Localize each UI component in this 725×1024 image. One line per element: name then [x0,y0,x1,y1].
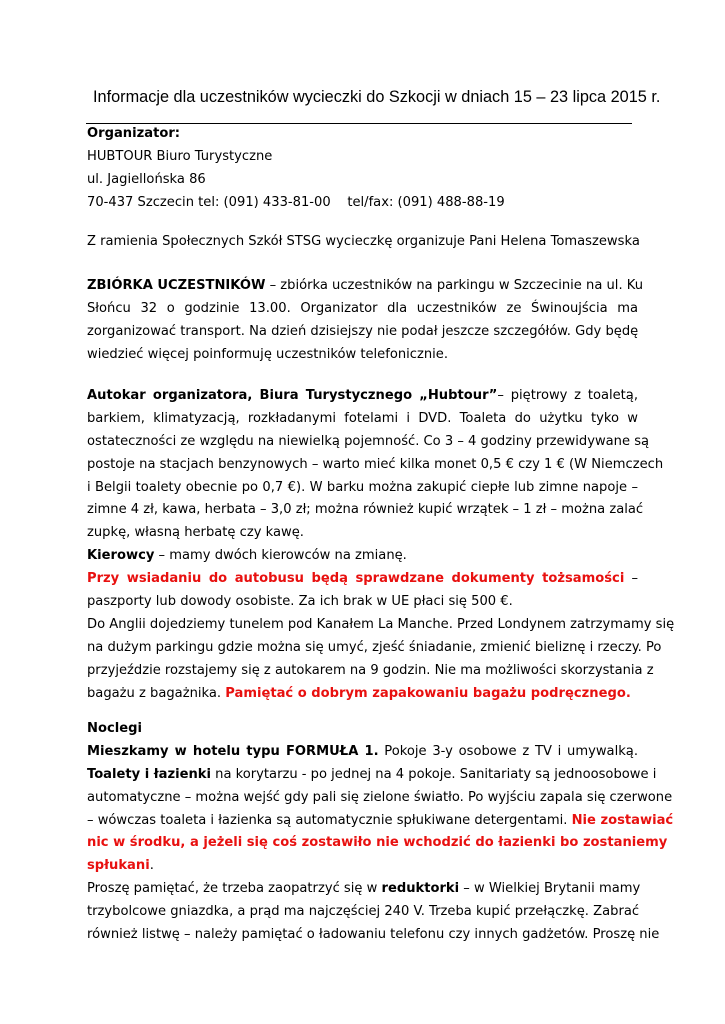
lodging-section: Noclegi Mieszkamy w hotelu typu FORMUŁA 1. Pokoje 3-y osobowe z TV i umywalką. Toalety i łazienki na korytarzu - po jednej na 4 pokoje. Sanitariaty są jednoosobowe i automatyczne – można wejść gdy pali się zielone światło. Po wyjściu zapala się czerwone – wówczas toaleta i łazienka są automatycznie spłukiwane detergentami. Nie zostawiać nic w środku, a jeżeli się coś zostawiło nie wchodzić do łazienki bo zostaniemy spłukani. Proszę pamiętać, że trzeba zaopatrzyć się w reduktorki – w Wielkiej Brytanii mamy trzybolcowe gniazdka, a prąd ma najczęściej 240 V. Trzeba kupić przełączkę. Zabrać również listwę – należy pamiętać o ładowaniu telefonu czy innych gadżetów. Proszę nie [87,721,674,943]
organizer-street: ul. Jagiellońska 86 [87,171,206,187]
gathering-heading: ZBIÓRKA UCZESTNIKÓW [87,278,266,293]
lodging-heading: Noclegi [87,721,142,736]
adapters-label: reduktorki [381,881,460,897]
bus-heading: Autokar organizatora, Biura Turystycznego „Hubtour” [87,388,498,403]
bus-section: Autokar organizatora, Biura Turystycznego „Hubtour”– piętrowy z toaletą, barkiem, klimatyzacją, rozkładanymi fotelami i DVD. Toaleta do użytku tyko w ostateczności ze względu na niewielką pojemność. Co 3 – 4 godziny przewidywane są postoje na stacjach benzynowych – warto mieć kilka monet 0,5 € czy 1 € (W Niemczech i Belgii toalety obecnie po 0,7 €). W barku można zakupić ciepłe lub zimne napoje – zimne 4 zł, kawa, herbata – 3,0 zł; można również kupić wrzątek – 1 zł – można zalać zupkę, własną herbatę czy kawę. Kierowcy – mamy dwóch kierowców na zmianę. Przy wsiadaniu do autobusu będą sprawdzane dokumenty tożsamości – paszporty lub dowody osobiste. Za ich brak w UE płaci się 500 €. Do Anglii dojedziemy tunelem pod Kanałem La Manche. Przed Londynem zatrzymamy się na dużym parkingu gdzie można się umyć, zjeść śniadanie, zmienić bieliznę i rzeczy. Po przyjeździe rozstajemy się z autokarem na 9 godzin. Nie ma możliwości skorzystania z bagażu z bagażnika. Pamiętać o dobrym zapakowaniu bagażu podręcznego. [87,388,675,701]
organizer-city-phone: 70-437 Szczecin tel: (091) 433-81-00 tel/fax: (091) 488-88-19 [87,194,505,210]
hotel-type: Mieszkamy w hotelu typu FORMUŁA 1. [87,743,379,759]
organized-by-line: Z ramienia Społecznych Szkół STSG wycieczkę organizuje Pani Helena Tomaszewska [87,234,640,249]
documents-warning: Przy wsiadaniu do autobusu będą sprawdzane dokumenty tożsamości [87,571,625,587]
toilets-label: Toalety i łazienki [87,766,211,782]
bathroom-warning: nic w środku, a jeżeli się coś zostawiło nie wchodzić do łazienki bo zostaniemy [87,835,668,851]
organizer-label: Organizator: [87,126,181,141]
drivers-label: Kierowcy [87,548,155,564]
gathering-section: ZBIÓRKA UCZESTNIKÓW – zbiórka uczestników na parkingu w Szczecinie na ul. Ku Słońcu 32 o godzinie 13.00. Organizator dla uczestników ze Świnoujścia ma zorganizować transport. Na dzień dzisiejszy nie podał jeszcze szczegółów. Gdy będę wiedzieć więcej poinformuję uczestników telefonicznie. [87,278,643,362]
organizer-section [87,123,638,215]
organizer-name: HUBTOUR Biuro Turystyczne [87,148,273,164]
luggage-warning: Pamiętać o dobrym zapakowaniu bagażu podręcznego. [225,685,631,701]
page-title: Informacje dla uczestników wycieczki do Szkocji w dniach 15 – 23 lipca 2015 r. [93,88,661,106]
